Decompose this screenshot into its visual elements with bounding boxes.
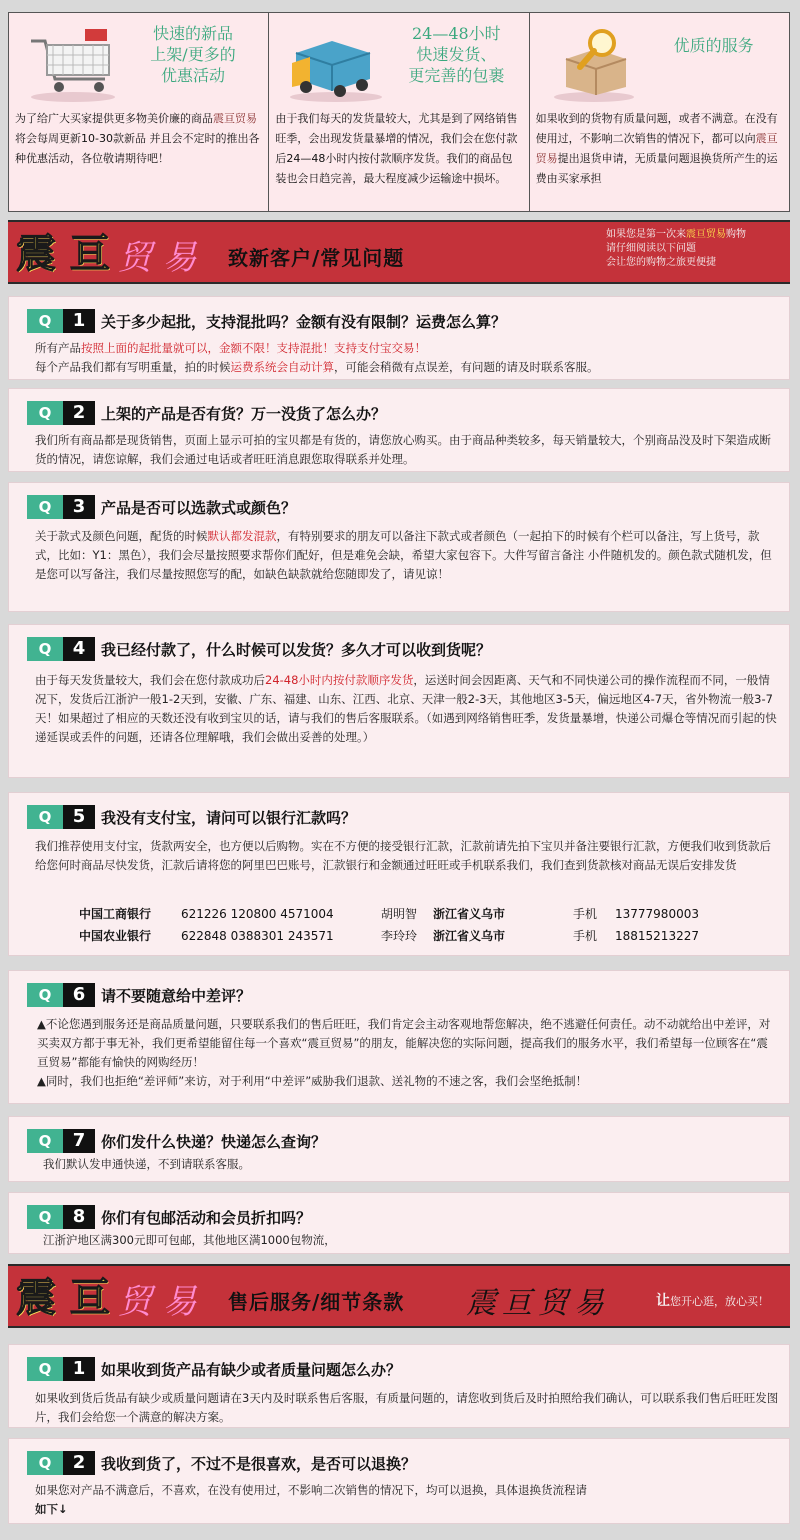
q-number: 3: [63, 495, 95, 519]
banner-faq: [8, 220, 790, 284]
feature-title: 优质的服务: [673, 36, 754, 55]
faq-question: 产品是否可以选款式或颜色？: [101, 498, 297, 517]
brand-script-text: 震亘贸易: [466, 1286, 610, 1321]
bank-account-row: 中国工商银行 621226 120800 4571004 胡明智 浙江省义乌市 手机 13777980003: [79, 907, 699, 921]
q-number: 2: [63, 1451, 95, 1475]
faq-answer: 我们推荐使用支付宝，货款两安全，也方便以后购物。实在不方便的接受银行汇款，汇款前请先拍下宝贝并备注要银行汇款，方便我们收到货款后给您何时商品尽快发货，汇款后请将您的阿里巴巴账号，汇款银行和金额通过旺旺或手机联系我们，我们查到货款核对商品无误后安排发货: [35, 839, 771, 872]
feature-title: 24—48小时 快速发货、 更完善的包裹: [408, 24, 505, 85]
faq-card: [8, 970, 790, 1104]
faq-answer: 所有产品按照上面的起批量就可以，金额不限！支持混批！支持支付宝交易！ 每个产品我们都有写明重量，拍的时候运费系统会自动计算，可能会稍微有点误差，有问题的请及时联系客服。: [35, 341, 599, 374]
feature-fast-delivery: [269, 13, 529, 211]
faq-question: 你们有包邮活动和会员折扣吗？: [101, 1208, 312, 1227]
q-number: 7: [63, 1129, 95, 1153]
q-badge: Q: [27, 805, 63, 829]
faq-answer: ▲不论您遇到服务还是商品质量问题，只要联系我们的售后旺旺，我们肯定会主动客观地帮您解决，绝不逃避任何责任。动不动就给出中差评，对买卖双方都于事无补，我们更希望能留住每一个喜欢“震亘贸易”的朋友，能解决您的实际问题，提高我们的服务水平，我们希望每一位顾客在“震亘贸易”都能有愉快的网购经历！ ▲同时，我们也拒绝“差评师”来访，对于利用“中差评”威胁我们退款、送礼物的不速之客，我们会坚绝抵制！: [37, 1017, 771, 1088]
faq-header: [27, 805, 356, 829]
faq-answer: 我们所有商品都是现货销售，页面上显示可拍的宝贝都是有货的，请您放心购买。由于商品种类较多，每天销量较大，个别商品没及时下架造成断货的情况，请您谅解，我们会通过电话或者旺旺消息跟您取得联系并处理。: [35, 433, 771, 466]
banner-after-sales: [8, 1264, 790, 1328]
faq-header: [27, 495, 296, 519]
after-sales-card: [8, 1438, 790, 1524]
q-badge: Q: [27, 401, 63, 425]
feature-desc: 如果收到的货物有质量问题，或者不满意。在没有使用过，不影响二次销售的情况下，都可以向震亘贸易提出退货申请，无质量问题退换货所产生的运费由买家承担: [535, 112, 778, 185]
faq-card: [8, 388, 790, 472]
faq-question: 我收到货了，不过不是很喜欢，是否可以退换？: [101, 1454, 417, 1473]
q-badge: Q: [27, 1357, 63, 1381]
faq-answer: 江浙沪地区满300元即可包邮，其他地区满1000包物流，: [43, 1233, 336, 1247]
q-number: 4: [63, 637, 95, 661]
faq-answer: 由于每天发货量较大，我们会在您付款成功后24-48小时内按付款顺序发货，运送时间会因距离、天气和不同快递公司的操作流程而不同，一般情况下，发货后江浙沪一般1-2天到，安徽、广东、福建、山东、江西、北京、天津一般2-3天，其他地区3-5天，偏远地区4-7天，省外物流一般3-7天！如果超过了相应的天数还没有收到宝贝的话，请与我们的售后客服联系。（如遇到网络销售旺季，发货量暴增，快递公司爆仓等情况而引起的快递延误或丢件的问题，还请各位理解哦，我们会做出妥善的处理。）: [35, 673, 777, 744]
shopping-cart-icon: [23, 23, 123, 103]
delivery-truck-icon: [279, 23, 389, 103]
banner-subtitle: 售后服务/细节条款: [228, 1290, 405, 1314]
banner-note: 如果您是第一次来震亘贸易购物 请仔细阅读以下问题 会让您的购物之旅更便捷: [606, 229, 746, 268]
q-badge: Q: [27, 1451, 63, 1475]
faq-question: 请不要随意给中差评？: [101, 986, 252, 1005]
faq-header: [27, 1451, 416, 1475]
feature-title: 快速的新品 上架/更多的 优惠活动: [150, 24, 236, 85]
faq-question: 我已经付款了，什么时候可以发货？多久才可以收到货呢？: [101, 640, 492, 659]
faq-answer: 如果您对产品不满意后，不喜欢，在没有使用过，不影响二次销售的情况下，均可以退换，具体退换货流程请 如下↓: [35, 1483, 587, 1516]
faq-header: [27, 1205, 311, 1229]
q-number: 2: [63, 401, 95, 425]
faq-question: 如果收到货产品有缺少或者质量问题怎么办？: [101, 1360, 402, 1379]
faq-answer: 我们默认发申通快递，不到请联系客服。: [43, 1157, 250, 1171]
q-number: 8: [63, 1205, 95, 1229]
faq-header: [27, 309, 506, 333]
faq-answer: 如果收到货后货品有缺少或质量问题请在3天内及时联系售后客服，有质量问题的，请您收到货后及时拍照给我们确认，可以联系我们售后旺旺发图片，我们会给您一个满意的解决方案。: [35, 1391, 779, 1424]
magnifier-box-icon: [544, 23, 644, 103]
q-number: 6: [63, 983, 95, 1007]
feature-desc: 为了给广大买家提供更多物美价廉的商品震亘贸易将会每周更新10-30款新品 并且会不定时的推出各种优惠活动，各位敬请期待吧！: [15, 112, 260, 165]
feature-quality-service: [530, 13, 789, 211]
faq-header: [27, 401, 386, 425]
faq-header: [27, 637, 491, 661]
feature-strip: [8, 12, 790, 212]
feature-desc: 由于我们每天的发货量较大，尤其是到了网络销售旺季，会出现发货量暴增的情况，我们会在您付款后24—48小时内按付款顺序发货。我们的商品包装也会日趋完善，最大程度减少运输途中损坏。: [275, 112, 518, 185]
faq-card: [8, 296, 790, 380]
q-number: 1: [63, 309, 95, 333]
faq-header: [27, 1129, 326, 1153]
q-badge: Q: [27, 983, 63, 1007]
faq-question: 我没有支付宝，请问可以银行汇款吗？: [101, 808, 357, 827]
faq-question: 你们发什么快递？快递怎么查询？: [101, 1132, 327, 1151]
faq-answer: 关于款式及颜色问题，配货的时候默认都发混款，有特别要求的朋友可以备注下款式或者颜色（一起拍下的时候有个栏可以备注，写上货号，款式，比如：Y1：黑色），我们会尽量按照要求帮你们配好，但是难免会缺，希望大家包容下。大件写留言备注 小件随机发的。颜色款式随机发，但是您可以写备注，我们尽量按照您写的配，如缺色缺款就给您随即发了，请见谅！: [35, 529, 772, 581]
q-badge: Q: [27, 495, 63, 519]
faq-card: [8, 482, 790, 612]
bank-account-row: 中国农业银行 622848 0388301 243571 李玲玲 浙江省义乌市 手机 18815213227: [79, 929, 699, 943]
faq-card: [8, 792, 790, 956]
faq-question: 关于多少起批，支持混批吗？金额有没有限制？运费怎么算？: [101, 312, 507, 331]
faq-card: [8, 1116, 790, 1182]
q-badge: Q: [27, 1129, 63, 1153]
feature-new-products: [9, 13, 269, 211]
q-badge: Q: [27, 637, 63, 661]
brand-logo-text: 震 亘: [16, 1274, 110, 1321]
q-number: 1: [63, 1357, 95, 1381]
q-badge: Q: [27, 309, 63, 333]
after-sales-card: [8, 1344, 790, 1428]
brand-logo-text: 震 亘: [16, 230, 110, 277]
faq-card: [8, 1192, 790, 1254]
banner-tagline: 让您开心逛，放心买！: [656, 1293, 769, 1309]
brand-logo-script: 贸 易: [118, 238, 197, 278]
faq-header: [27, 983, 251, 1007]
q-number: 5: [63, 805, 95, 829]
faq-header: [27, 1357, 401, 1381]
banner-subtitle: 致新客户/常见问题: [228, 246, 405, 270]
q-badge: Q: [27, 1205, 63, 1229]
brand-logo-script: 贸 易: [118, 1282, 197, 1322]
faq-card: [8, 624, 790, 778]
faq-question: 上架的产品是否有货？万一没货了怎么办？: [101, 404, 387, 423]
